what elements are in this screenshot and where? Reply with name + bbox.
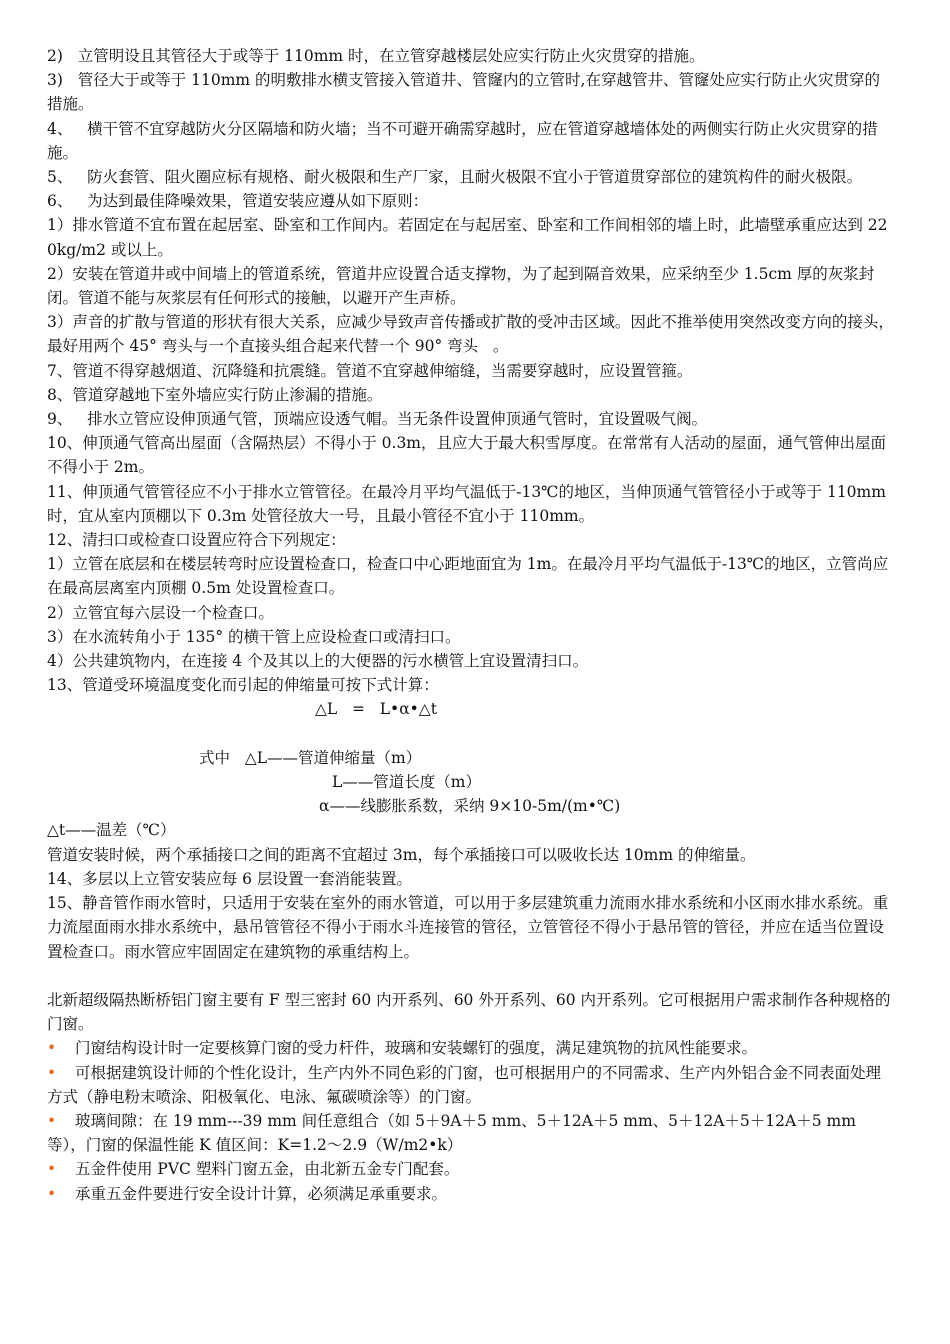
bullet-text: 五金件使用 PVC 塑料门窗五金，由北新五金专门配套。 [75, 1160, 460, 1179]
paragraph: 6、 为达到最佳降噪效果，管道安装应遵从如下原则： [47, 192, 429, 211]
bullet-text: 承重五金件要进行安全设计计算，必须满足承重要求。 [75, 1184, 448, 1203]
paragraph: 1）排水管道不宜布置在起居室、卧室和工作间内。若固定在与起居室、卧室和工作间相邻的墙上时，此墙壁承重应达到 220kg/m2 或以上。 [47, 216, 888, 259]
paragraph: 3）在水流转角小于 135° 的横干管上应设检查口或清扫口。 [47, 627, 461, 646]
paragraph: △t——温差（℃） [47, 821, 176, 840]
paragraph: 5、 防火套管、阻火圈应标有规格、耐火极限和生产厂家，且耐火极限不宜小于管道贯穿部位的建筑构件的耐火极限。 [47, 168, 863, 187]
paragraph: 11、伸顶通气管管径应不小于排水立管管径。在最冷月平均气温低于-13℃的地区，当伸顶通气管管径小于或等于 110mm 时，宜从室内顶棚以下 0.3m 处管径放大一号，且最小管径不宜小于 110mm。 [47, 482, 891, 525]
bullet-item [47, 1182, 895, 1206]
bullet-icon: • [47, 1160, 57, 1179]
paragraph: 13、管道受环境温度变化而引起的伸缩量可按下式计算： [47, 676, 439, 695]
paragraph: 4）公共建筑物内，在连接 4 个及其以上的大便器的污水横管上宜设置清扫口。 [47, 652, 589, 671]
formula-definition: L——管道长度（m） [332, 773, 481, 792]
bullet-item [47, 1036, 895, 1060]
paragraph: 2）安装在管道井或中间墙上的管道系统，管道井应设置合适支撑物，为了起到隔音效果，应采纳至少 1.5cm 厚的灰浆封闭。管道不能与灰浆层有任何形式的接触，以避开产生声桥。 [47, 264, 875, 308]
bullet-item [47, 1061, 895, 1109]
paragraph: 7、管道不得穿越烟道、沉降缝和抗震缝。管道不宜穿越伸缩缝，当需要穿越时，应设置管箍。 [47, 361, 693, 380]
paragraph: 1）立管在底层和在楼层转弯时应设置检查口，检查口中心距地面宜为 1m。在最冷月平均气温低于-13℃的地区，立管尚应在最高层离室内顶棚 0.5m 处设置检查口。 [47, 555, 889, 598]
formula-definition: 式中 △L——管道伸缩量（m） [199, 748, 422, 767]
bullet-icon: • [47, 1039, 57, 1058]
bullet-text: 可根据建筑设计师的个性化设计，生产内外不同色彩的门窗，也可根据用户的不同需求、生产内外铝合金不同表面处理方式（静电粉末喷涂、阳极氧化、电泳、氟碳喷涂等）的门窗。 [47, 1063, 882, 1106]
product-intro: 北新超级隔热断桥铝门窗主要有 F 型三密封 60 内开系列、60 外开系列、60 内开系列。它可根据用户需求制作各种规格的门窗。 [47, 990, 891, 1034]
paragraph: 2) 立管明设且其管径大于或等于 110mm 时，在立管穿越楼层处应实行防止火灾贯穿的措施。 [47, 47, 705, 65]
spacer [47, 964, 895, 988]
paragraph: 14、多层以上立管安装应每 6 层设置一套消能装置。 [47, 869, 412, 888]
paragraph: 3）声音的扩散与管道的形状有很大关系，应减少导致声音传播或扩散的受冲击区域。因此不推举使用突然改变方向的接头，最好用两个 45° 弯头与一个直接头组合起来代替一个 90° 弯头 。 [47, 313, 894, 356]
expansion-formula: △L = L•α•△t [315, 700, 437, 719]
paragraph: 9、 排水立管应设伸顶通气管，顶端应设透气帽。当无条件设置伸顶通气管时，宜设置吸气阀。 [47, 410, 708, 429]
paragraph: 10、伸顶通气管高出屋面（含隔热层）不得小于 0.3m，且应大于最大积雪厚度。在常常有人活动的屋面，通气管伸出屋面不得小于 2m。 [47, 434, 887, 477]
formula-definition: α——线膨胀系数，采纳 9×10-5m/(m•℃) [319, 797, 621, 816]
paragraph: 3) 管径大于或等于 110mm 的明敷排水横支管接入管道井、管窿内的立管时,在穿越管井、管窿处应实行防止火灾贯穿的措施。 [47, 71, 880, 114]
bullet-item [47, 1157, 895, 1181]
bullet-item [47, 1109, 895, 1157]
bullet-text: 门窗结构设计时一定要核算门窗的受力杆件，玻璃和安装螺钉的强度，满足建筑物的抗风性能要求。 [75, 1039, 758, 1058]
spacer [47, 722, 895, 746]
paragraph: 12、清扫口或检查口设置应符合下列规定： [47, 531, 346, 550]
bullet-icon: • [47, 1111, 57, 1130]
paragraph: 4、 横干管不宜穿越防火分区隔墙和防火墙；当不可避开确需穿越时，应在管道穿越墙体处的两侧实行防止火灾贯穿的措施。 [47, 119, 878, 162]
bullet-icon: • [47, 1063, 57, 1082]
paragraph: 管道安装时候，两个承插接口之间的距离不宜超过 3m，每个承插接口可以吸收长达 10mm 的伸缩量。 [47, 845, 756, 864]
bullet-text: 玻璃间隙：在 19 mm---39 mm 间任意组合（如 5＋9A＋5 mm、5＋12A＋5 mm、5＋12A＋5＋12A＋5 mm 等），门窗的保温性能 K 值区间：K=1.2～2.9（W/m2•k） [47, 1111, 861, 1155]
document-body [47, 44, 895, 1206]
paragraph: 15、静音管作雨水管时，只适用于安装在室外的雨水管道，可以用于多层建筑重力流雨水排水系统和小区雨水排水系统。重力流屋面雨水排水系统中，悬吊管管径不得小于雨水斗连接管的管径，立管管径不得小于悬吊管的管径，并应在适当位置设置检查口。雨水管应牢固固定在建筑物的承重结构上。 [47, 894, 889, 961]
bullet-icon: • [47, 1184, 57, 1203]
paragraph: 8、管道穿越地下室外墙应实行防止渗漏的措施。 [47, 385, 383, 404]
paragraph: 2）立管宜每六层设一个检查口。 [47, 603, 274, 622]
